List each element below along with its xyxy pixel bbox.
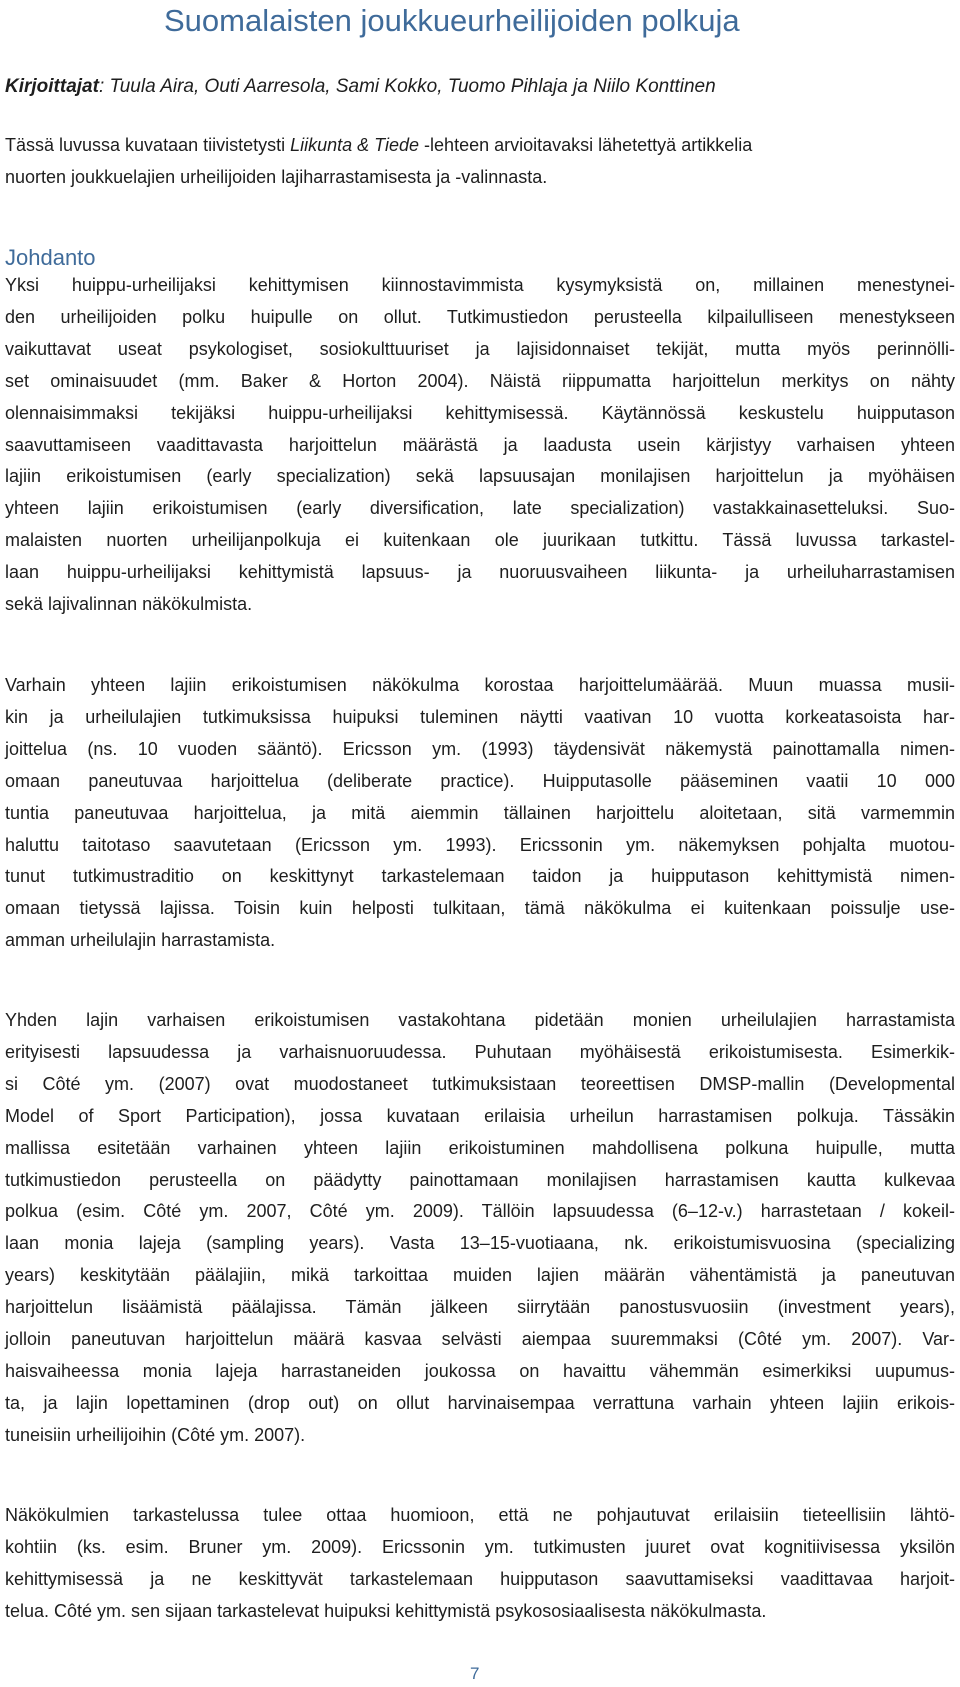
text-line: years) keskitytään päälajiin, mikä tarkoittaa muiden lajien määrän vähentämistä ja paneutuvan bbox=[5, 1265, 955, 1286]
paragraph-2 bbox=[5, 670, 955, 957]
page-number: 7 bbox=[470, 1664, 480, 1683]
paragraph-1 bbox=[5, 270, 955, 621]
journal-name: Liikunta & Tiede bbox=[290, 135, 420, 155]
paragraph-3 bbox=[5, 1005, 955, 1452]
text-line: olennaisimmaksi tekijäksi huippu-urheilijaksi kehittymisessä. Käytännössä keskustelu huipputason bbox=[5, 402, 955, 423]
text-line: kehittymisessä ja ne keskittyvät tarkastelemaan huipputason saavuttamiseksi vaadittavaa harjoit- bbox=[5, 1568, 955, 1589]
text-line: vaikuttavat useat psykologiset, sosiokulttuuriset ja lajisidonnaiset tekijät, mutta myös perinnölli- bbox=[5, 338, 955, 359]
text-line: jolloin paneutuvan harjoittelun määrä kasvaa selvästi aiempaa suuremmaksi (Côté ym. 2007). Var- bbox=[5, 1329, 955, 1350]
text-line: telua. Côté ym. sen sijaan tarkastelevat huipuksi kehittymistä psykososiaalisesta näkökulmasta. bbox=[5, 1600, 767, 1621]
text-line: haluttu taitotaso saavutetaan (Ericsson ym. 1993). Ericssonin ym. näkemyksen pohjalta muotou- bbox=[5, 834, 955, 855]
text-line: lajiin erikoistumisen (early specialization) sekä lapsuusajan monilajisen harjoittelun ja myöhäisen bbox=[5, 466, 955, 487]
text-line: laan monia lajeja (sampling years). Vasta 13–15-vuotiaana, nk. erikoistumisvuosina (specializing bbox=[5, 1233, 955, 1254]
text-line: omaan tietyssä lajissa. Toisin kuin helposti tulkitaan, tämä näkökulma ei kuitenkaan poissulje use- bbox=[5, 898, 955, 919]
text-line: kohtiin (ks. esim. Bruner ym. 2009). Ericssonin ym. tutkimusten juuret ovat kognitiivisessa yksilön bbox=[5, 1536, 955, 1557]
text-line: set ominaisuudet (mm. Baker & Horton 2004). Näistä riippumatta harjoittelun merkitys on nähty bbox=[5, 370, 955, 391]
text-line: ta, ja lajin lopettaminen (drop out) on ollut harvinaisempaa verrattuna varhain yhteen lajiin erikois- bbox=[5, 1392, 955, 1413]
text-line: joittelua (ns. 10 vuoden sääntö). Ericsson ym. (1993) täydensivät näkemystä painottamalla nimen- bbox=[5, 738, 955, 759]
authors-separator: : bbox=[98, 76, 110, 97]
text-line: Varhain yhteen lajiin erikoistumisen näkökulma korostaa harjoittelumäärää. Muun muassa musii- bbox=[5, 675, 955, 695]
text-line: harjoittelun lisäämistä päälajissa. Tämän jälkeen siirrytään panostusvuosiin (investment years), bbox=[5, 1297, 955, 1318]
text-line: laan huippu-urheilijaksi kehittymistä lapsuus- ja nuoruusvaiheen liikunta- ja urheiluharrastamisen bbox=[5, 562, 955, 583]
paragraph-4 bbox=[5, 1500, 955, 1628]
text-line: kin ja urheilulajien tutkimuksissa huipuksi tuleminen näytti vaativan 10 vuotta korkeatasoista har- bbox=[5, 706, 955, 727]
authors-names: Tuula Aira, Outi Aarresola, Sami Kokko, Tuomo Pihlaja ja Niilo Konttinen bbox=[109, 76, 716, 97]
section-heading: Johdanto bbox=[5, 245, 96, 270]
text-line: omaan paneutuvaa harjoittelua (deliberate practice). Huipputasolle pääseminen vaatii 10 000 bbox=[5, 770, 955, 791]
authors-label: Kirjoittajat bbox=[5, 76, 99, 97]
text-line: tunut tutkimustraditio on keskittynyt tarkastelemaan taidon ja huipputason kehittymistä nimen- bbox=[5, 866, 955, 887]
text-line: saavuttamiseen vaadittavasta harjoittelun määrästä ja laadusta usein kärjistyy varhaisen yhteen bbox=[5, 434, 955, 455]
text-line: sekä lajivalinnan näkökulmista. bbox=[5, 594, 253, 615]
authors-line bbox=[5, 73, 716, 101]
intro-line-1 bbox=[5, 130, 955, 162]
text-line: Model of Sport Participation), jossa kuvataan erilaisia urheilun harrastamisen polkuja. Tässäkin bbox=[5, 1105, 955, 1126]
page-title: Suomalaisten joukkueurheilijoiden polkuja bbox=[164, 3, 740, 38]
text-line: tuntia paneutuvaa harjoittelua, ja mitä aiemmin tällainen harjoittelu aloitetaan, sitä varmemmin bbox=[5, 802, 955, 823]
text-line: Yksi huippu-urheilijaksi kehittymisen kiinnostavimmista kysymyksistä on, millainen menestynei- bbox=[5, 275, 955, 295]
intro-text: -lehteen arvioitavaksi lähetettyä artikkelia bbox=[419, 135, 753, 155]
text-line: polkua (esim. Côté ym. 2007, Côté ym. 2009). Tällöin lapsuudessa (6–12-v.) harrastetaan / kokeil- bbox=[5, 1201, 955, 1222]
text-line: yhteen lajiin erikoistumisen (early diversification, late specialization) vastakkainasetteluksi. Suo- bbox=[5, 498, 955, 519]
intro-line-2: nuorten joukkuelajien urheilijoiden lajiharrastamisesta ja -valinnasta. bbox=[5, 166, 548, 187]
text-line: Näkökulmien tarkastelussa tulee ottaa huomioon, että ne pohjautuvat erilaisiin tieteellisiin lähtö- bbox=[5, 1505, 955, 1525]
text-line: amman urheilulajin harrastamista. bbox=[5, 930, 276, 951]
text-line: si Côté ym. (2007) ovat muodostaneet tutkimuksistaan teoreettisen DMSP-mallin (Developmental bbox=[5, 1073, 955, 1094]
text-line: Yhden lajin varhaisen erikoistumisen vastakohtana pidetään monien urheilulajien harrastamista bbox=[5, 1010, 955, 1030]
text-line: tutkimustiedon perusteella on päädytty painottamaan monilajisen harrastamisen kautta kulkevaa bbox=[5, 1169, 955, 1190]
text-line: erityisesti lapsuudessa ja varhaisnuoruudessa. Puhutaan myöhäisestä erikoistumisesta. Esimerkik- bbox=[5, 1041, 955, 1062]
text-line: den urheilijoiden polku huipulle on ollut. Tutkimustiedon perusteella kilpailulliseen menestykseen bbox=[5, 306, 955, 327]
text-line: tuneisiin urheilijoihin (Côté ym. 2007). bbox=[5, 1424, 306, 1445]
text-line: mallissa esitetään varhainen yhteen lajiin erikoistuminen mahdollisena polkuna huipulle, mutta bbox=[5, 1137, 955, 1158]
text-line: haisvaiheessa monia lajeja harrastaneiden joukossa on havaittu vähemmän esimerkiksi uupumus- bbox=[5, 1360, 955, 1381]
intro-paragraph bbox=[5, 130, 955, 194]
intro-text: Tässä luvussa kuvataan tiivistetysti bbox=[5, 135, 291, 155]
text-line: malaisten nuorten urheilijanpolkuja ei kuitenkaan ole juurikaan tutkittu. Tässä luvussa tarkastel- bbox=[5, 530, 955, 551]
